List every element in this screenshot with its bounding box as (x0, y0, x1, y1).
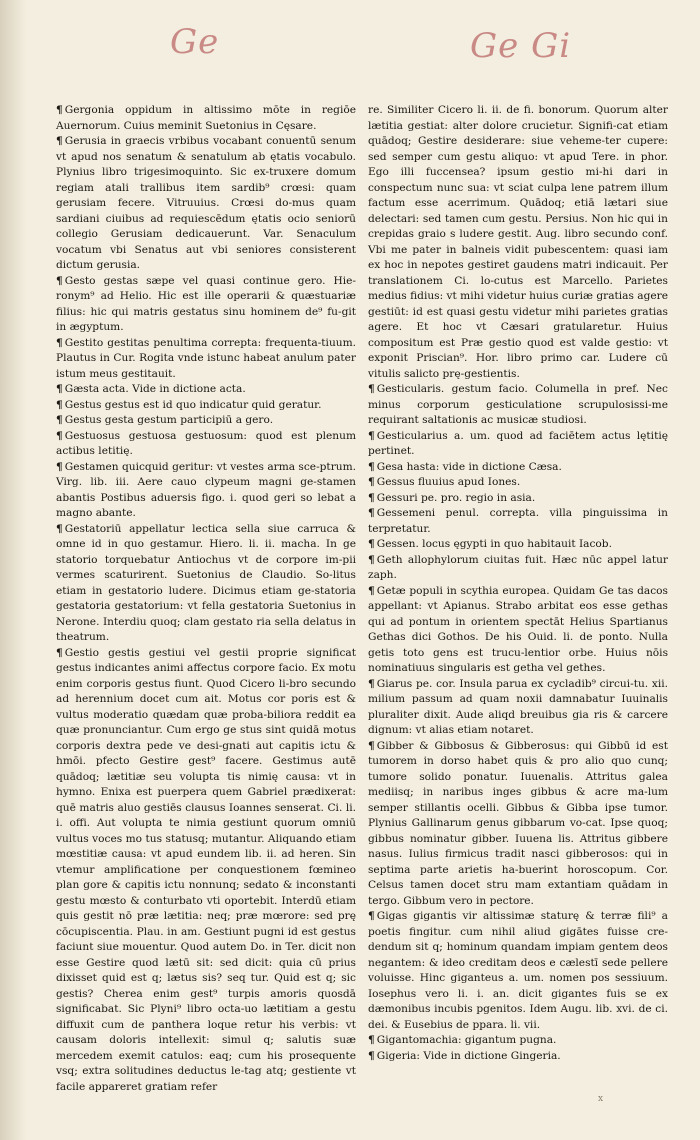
entry-text: Gergonia oppidum in altissimo mōte in regiōe Auernorum. Cuius meminit Suetonius in Cęsare. (56, 104, 356, 132)
dictionary-entry (368, 537, 668, 553)
pilcrow-mark: ¶ (368, 491, 375, 504)
pilcrow-mark: ¶ (56, 460, 63, 473)
dictionary-entry (56, 336, 356, 383)
entry-text: Gesa hasta: vide in dictione Cæsa. (376, 460, 562, 473)
entry-text: Gigantomachia: gigantum pugna. (376, 1034, 557, 1046)
pilcrow-mark: ¶ (56, 383, 63, 395)
pilcrow-mark: ¶ (368, 1034, 375, 1046)
entry-text: Getæ populi in scythia europea. Quidam Ge tas dacos appellant: vt Apianus. Strabo arbitat eos esse gethas qui ad pontum in orientem spectāt Helius Spartianus Gethas dici Gothos. De his Ouid. li. de ponto. Nulla getis toto gens est trucu-lentior orbe. Huius nōis nominatiuus singularis est getha vel gethes. (368, 584, 668, 674)
left-column (56, 103, 356, 1095)
entry-text: Gæsta acta. Vide in dictione acta. (64, 383, 246, 395)
entry-text: Gestio gestis gestiui vel gestii proprie significat gestus indicantes animi affectus corpore facio. Ex motu enim corporis gestus fiunt. Quod Cicero li-bro secundo ad herennium docet cum ait. Motus cor poris est & vultus moderatio quædam quæ proba-biliora reddit ea quæ pronunciantur. Cum ergo ge stus sint quidā motus corporis dextra pede ve desi-gnati aut capitis ictu & hmōi. pfecto Gestire gest⁹ facere. Gestimus autē quādoq; lætitiæ seu volupta tis nimię causa: vt in hymno. Enixa est puerpera quem Gabriel prædixerat: quē matris aluo gestiēs clausus Ioannes senserat. Ci. li. i. offi. Aut volupta te nimia gestiunt quorum omniū vultus voces mo tus statusq; mutantur. Aliquando etiam mœstitiæ causa: vt apud eundem lib. ii. ad heren. Sin vtemur amplificatione per conquestionem fœmineo plan gore & capitis ictu nonnunq; sedato & inconstanti gestu mœsto & conturbato vti oportebit. Interdū etiam quis gestit nō præ lætitia: neq; præ mœrore: sed prę cōcupiscentia. Plau. in am. Gestiunt pugni id est gestus faciunt siue mouentur. Quod autem Do. in Ter. dicit non esse Gestire quod lætū sit: sed dicit: quia cū prius dixisset quid est q; lætus sis? seq tur. Quid est q; sic gestis? Cherea enim gest⁹ turpis amoris quosdā significabat. Sic Plyni⁹ libro octa-uo lætitiam a gestu diffuxit cum de panthera loque retur his verbis: vt causam doloris intellexit: simul q; salutis suæ mercedem exemit catulos: eaq; cum his prosequente vsq; extra solitudines deductus le-tag atq; gestiente vt facile appareret gratiam refer (56, 646, 356, 1093)
dictionary-entry (368, 1033, 668, 1049)
dictionary-entry (56, 429, 356, 460)
running-head-right: Ge Gi (470, 26, 572, 66)
entry-text: Gessus fluuius apud Iones. (376, 476, 521, 488)
page-mark: x (598, 1094, 604, 1104)
entry-text: Gigas gigantis vir altissimæ staturę & terræ fili⁹ a poetis fingitur. cum nihil aliud gigātes fuisse cre-dendum sit q; hominum quandam impiam gentem deos negantem: & ideo creditam deos e cælestī sede pellere voluisse. Hinc giganteus a. um. nomen pos sessiuum. Iosephus vero li. i. an. dicit gigantes fuis se ex dæmonibus incubis pgenitos. Idem Augu. lib. xvi. de ci. dei. & Eusebius de ppara. li. vii. (368, 910, 668, 1031)
pilcrow-mark: ¶ (368, 507, 375, 519)
pilcrow-mark: ¶ (368, 460, 375, 473)
dictionary-entry (56, 646, 356, 1096)
dictionary-entry (368, 1049, 668, 1065)
dictionary-entry (368, 382, 668, 429)
pilcrow-mark: ¶ (56, 646, 63, 659)
pilcrow-mark: ¶ (368, 538, 375, 550)
entry-text: re. Similiter Cicero li. ii. de fi. bonorum. Quorum alter lætitia gestiat: alter dolore crucietur. Signifi-cat etiam quādoq; Gestire desiderare: siue veheme-ter cupere: sed semper cum gestu aliquo: vt apud Tere. in phor. Ego illi fuccensea? ipsum gestio mi-hi dari in conspectum nunc sua: vt sciat culpa lene patrem illum factum esse acerrimum. Quādoq; etiā lætari siue delectari: sed tamen cum gestu. Persius. Non hic qui in crepidas graio s ludere gestit. Aug. libro secundo conf. Vbi me pater in balneis vidit pubescentem: quasi iam ex hoc in nepotes gestiret gaudens matri indicauit. Per translationem Ci. lo-cutus est Marcello. Parietes medius fidius: vt mihi videtur huius curiæ gratias agere gestiūt: id est quasi gestu videtur mihi parietes gratias agere. Et hoc vt Cæsari gratularetur. Huius compositum est Præ gestio quod est valde gestio: vt exponit Priscian⁹. Hor. libro primo car. Ludere cū vitulis salicto prę-gestientis. (368, 104, 668, 380)
pilcrow-mark: ¶ (368, 383, 375, 395)
entry-text: Gibber & Gibbosus & Gibberosus: qui Gibbū id est tumorem in dorso habet quis & pro alio quo cunq; tumore solido ponatur. Iuuenalis. Attritus galea mediisq; in naribus inges gibbus & acre ma-lum semper stillantis ocelli. Gibbus & Gibba ipse tumor. Plynius Gallinarum genus gibbarum vo-cat. Ipse quoq; gibbus nominatur gibber. Iuuena lis. Attritus gibbere nasus. Iulius firmicus tradit nasci gibberosos: qui in septima parte arietis ha-buerint horoscopum. Cor. Celsus tamen docet stru mam extantiam quādam in tergo. Gibbum vero in pectore. (368, 739, 668, 907)
entry-text: Giarus pe. cor. Insula parua ex cycladib⁹ circui-tu. xii. milium passum ad quam noxii damnabatur Iuuinalis pluraliter dixit. Aude aliqd breuibus gia ris & carcere dignum: vt alias etiam notaret. (368, 677, 668, 736)
dictionary-entry (56, 134, 356, 274)
pilcrow-mark: ¶ (56, 336, 63, 349)
entry-text: Gesticularius a. um. quod ad faciētem actus lętitię pertinet. (368, 429, 668, 457)
pilcrow-mark: ¶ (368, 739, 375, 752)
entry-text: Gesto gestas sæpe vel quasi continue gero. Hie-ronym⁹ ad Helio. Hic est ille operarii & quæstuariæ filius: hic qui matris gestatus sinu hominem de⁹ fu-git in ægyptum. (56, 274, 356, 333)
right-column (368, 103, 668, 1064)
entry-text: Gerusia in graecis vrbibus vocabant conuentū senum vt apud nos senatum & senatulum ab ętatis vocabulo. Plynius libro trigesimoquinto. Sic ex-truxere domum regiam atali trallibus item sardib⁹ crœsi: quam gerusiam fecere. Vitruuius. Crœsi do-mus quam sardiani ciuibus ad requiescēdum ętatis ocio seniorū collegio Gerusiam dedicauerunt. Var. Senaculum vocatum vbi Senatus aut vbi seniores consisterent dictum gerusia. (56, 135, 356, 271)
pilcrow-mark: ¶ (368, 429, 375, 442)
entry-text: Gessuri pe. pro. regio in asia. (376, 491, 536, 504)
dictionary-entry (56, 522, 356, 646)
entry-text: Gessen. locus ęgypti in quo habitauit Iacob. (376, 538, 612, 550)
entry-text: Gestatoriū appellatur lectica sella siue carruca & omne id in quo gestamur. Hiero. li. ii. macha. In ge statorio torquebatur Antiochus vt de corpore im-pii vermes scaturirent. Suetonius de Claudio. So-litus etiam in gestatorio ludere. Dicimus etiam ge-statoria gestatoria gestatorium: vt fella gestatoria Suetonius in Nerone. Interdiu quoq; clam gestato ria sella delatus in theatrum. (56, 522, 356, 643)
dictionary-entry (368, 584, 668, 677)
dictionary-entry (368, 103, 668, 382)
pilcrow-mark: ¶ (56, 274, 63, 287)
entry-text: Gestus gestus est id quo indicatur quid geratur. (64, 398, 322, 411)
dictionary-entry (368, 475, 668, 491)
dictionary-entry (56, 103, 356, 134)
dictionary-entry (56, 413, 356, 429)
pilcrow-mark: ¶ (368, 677, 375, 690)
entry-text: Gestuosus gestuosa gestuosum: quod est plenum actibus letitię. (56, 429, 356, 457)
entry-text: Gestus gesta gestum participiū a gero. (64, 414, 274, 426)
pilcrow-mark: ¶ (56, 398, 63, 411)
dictionary-entry (368, 506, 668, 537)
pilcrow-mark: ¶ (56, 522, 63, 535)
pilcrow-mark: ¶ (368, 910, 375, 922)
pilcrow-mark: ¶ (368, 553, 375, 566)
dictionary-entry (56, 274, 356, 336)
entry-text: Geth allophylorum ciuitas fuit. Hæc nūc appel latur zaph. (368, 553, 668, 581)
dictionary-entry (56, 382, 356, 398)
pilcrow-mark: ¶ (368, 476, 375, 488)
page-headings (0, 22, 700, 82)
entry-text: Gesticularis. gestum facio. Columella in pref. Nec minus corporum gesticulatione scrupulosissi-me requirant saltationis ac musicæ studiosi. (368, 383, 668, 426)
dictionary-entry (368, 909, 668, 1033)
running-head-left: Ge (170, 22, 220, 62)
dictionary-entry (368, 429, 668, 460)
entry-text: Gessemeni penul. correpta. villa pinguissima in terpretatur. (368, 507, 668, 535)
dictionary-entry (56, 460, 356, 522)
dictionary-entry (56, 398, 356, 414)
entry-text: Gestamen quicquid geritur: vt vestes arma sce-ptrum. Virg. lib. iii. Aere cauo clypeum magni ge-stamen abantis Postibus aduersis figo. i. quod geri so lebat a magno abante. (56, 460, 356, 519)
dictionary-entry (368, 460, 668, 476)
pilcrow-mark: ¶ (56, 429, 63, 442)
gutter-shadow (0, 0, 26, 1140)
dictionary-entry (368, 553, 668, 584)
pilcrow-mark: ¶ (368, 1049, 375, 1062)
dictionary-entry (368, 491, 668, 507)
pilcrow-mark: ¶ (56, 104, 63, 116)
entry-text: Gigeria: Vide in dictione Gingeria. (376, 1049, 561, 1062)
pilcrow-mark: ¶ (56, 135, 63, 147)
pilcrow-mark: ¶ (56, 414, 63, 426)
pilcrow-mark: ¶ (368, 584, 375, 597)
entry-text: Gestito gestitas penultima correpta: frequenta-tiuum. Plautus in Cur. Rogita vnde istunc habeat anulum pater istum meus gestitauit. (56, 336, 356, 380)
dictionary-entry (368, 677, 668, 739)
dictionary-entry (368, 739, 668, 910)
